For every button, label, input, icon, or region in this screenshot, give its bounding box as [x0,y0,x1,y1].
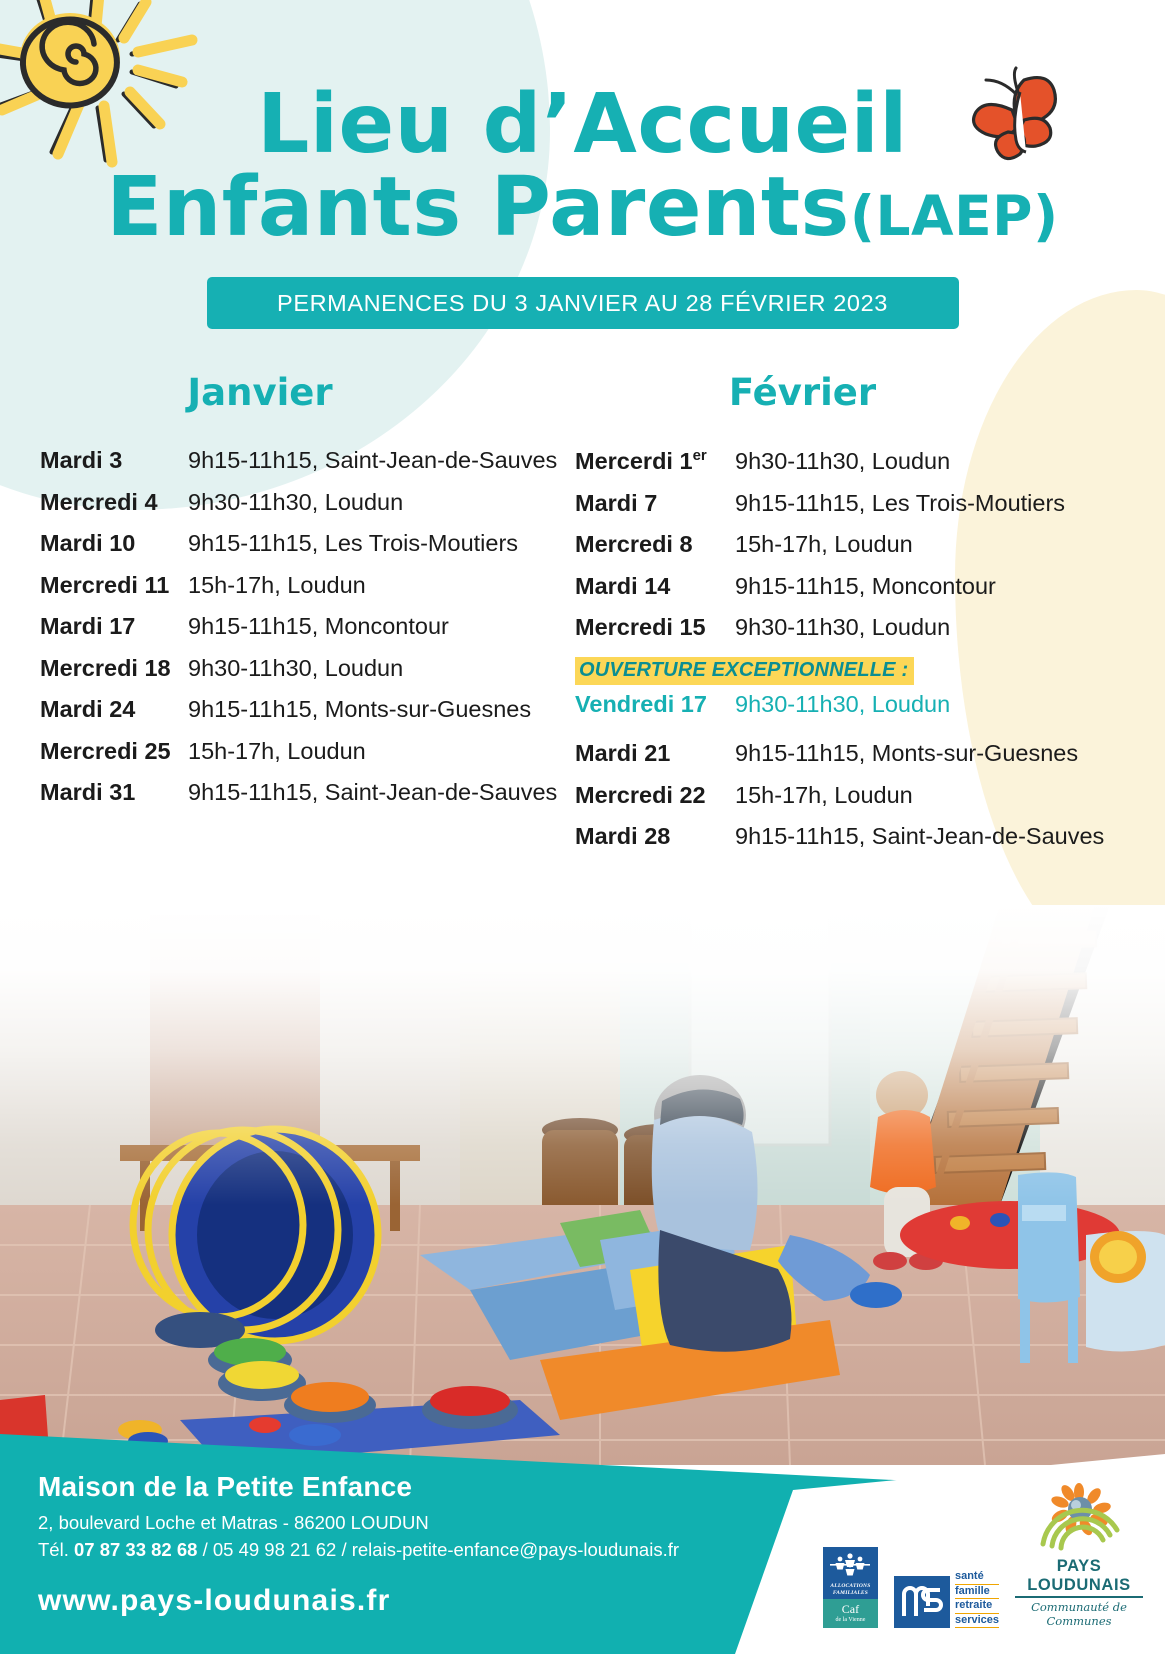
schedule-day: Mardi 10 [40,530,136,557]
msa-tagline: services [955,1614,999,1628]
schedule-day: Mercredi 8 [575,531,693,558]
footer-website[interactable]: www.pays-loudunais.fr [38,1584,391,1617]
schedule-column-january [0,371,560,864]
msa-logo [894,1570,999,1628]
poster-header [0,0,1165,255]
schedule-detail: 15h-17h, Loudun [188,737,366,764]
footer-email[interactable]: relais-petite-enfance@pays-loudunais.fr [351,1539,680,1560]
pays-loudunais-logo [1015,1482,1143,1628]
schedule-detail: 15h-17h, Loudun [735,781,913,808]
schedule-row [575,573,1160,600]
schedule-row [40,655,560,682]
schedule-day: Mardi 17 [40,613,136,640]
footer-address: 2, boulevard Loche et Matras - 86200 LOUDUN [38,1512,429,1533]
schedule-day-text: Mercerdi 1 [575,448,693,475]
schedule-detail: 9h15-11h15, Saint-Jean-de-Sauves [735,823,1105,850]
schedule-row [40,738,560,765]
schedule-row [40,530,560,557]
schedule-day: Mercredi 4 [40,488,158,515]
footer-phone-2: 05 49 98 21 62 [212,1539,337,1560]
msa-taglines [955,1570,999,1628]
schedule-detail: 15h-17h, Loudun [188,571,366,598]
schedule-day: Mardi 28 [575,823,671,850]
schedule-day: Mercredi 18 [40,654,171,681]
title-line-2-text: Enfants Parents [106,159,850,255]
partner-logos [823,1482,1143,1628]
msa-tagline: famille [955,1585,999,1599]
caf-logo-bottom [823,1599,878,1628]
caf-family-icon [827,1552,873,1578]
month-title-february: Février [728,371,877,415]
schedule-row [40,572,560,599]
schedule-day: Mardi 24 [40,696,136,723]
schedule-detail: 9h30-11h30, Loudun [188,654,404,681]
schedule-detail: 9h30-11h30, Loudun [735,614,951,641]
schedule-day: Mardi 21 [575,740,671,767]
footer-tel-prefix: Tél. [38,1539,74,1560]
schedule-day: Mercredi 25 [40,737,171,764]
schedule-row [40,779,560,806]
schedule-row [40,447,560,474]
photo-top-fade [0,905,1165,1205]
schedule-detail: 9h30-11h30, Loudun [735,448,951,475]
schedule-day: Mardi 14 [575,572,671,599]
pays-loudunais-wordmark: PAYS LOUDUNAIS [1015,1557,1143,1598]
schedule-day: Mardi 3 [40,447,123,474]
footer-organisation-name: Maison de la Petite Enfance [38,1471,413,1502]
schedule-column-february [560,371,1160,864]
exceptional-opening-block [575,657,1160,718]
caf-region: de la Vienne [835,1617,866,1623]
msa-tagline: santé [955,1570,999,1584]
title-acronym: (LAEP) [849,183,1059,248]
footer [0,1384,1165,1654]
schedule-row [575,447,1160,475]
schedule-row [40,489,560,516]
caf-logo-top [823,1547,878,1599]
playroom-photo [0,905,1165,1465]
msa-tagline: retraite [955,1599,999,1613]
schedule-row [575,782,1160,809]
schedule-row-exceptional [575,691,1160,718]
schedule-detail: 9h15-11h15, Les Trois-Moutiers [735,489,1066,516]
schedule-day: Mercredi 11 [40,571,170,598]
schedule-detail: 9h30-11h30, Loudun [735,691,951,718]
footer-phone-1: 07 87 33 82 68 [73,1539,198,1560]
month-title-january: Janvier [187,371,333,415]
schedule-detail: 9h15-11h15, Monts-sur-Guesnes [188,696,532,723]
schedule-detail: 15h-17h, Loudun [735,531,913,558]
title-line-1: Lieu d’Accueil [257,77,908,172]
title-line-2 [0,159,1165,255]
caf-logo [823,1547,878,1628]
exceptional-opening-label: OUVERTURE EXCEPTIONNELLE : [575,657,914,685]
schedule-row [40,613,560,640]
schedule-row [575,740,1160,767]
schedule-detail: 9h15-11h15, Les Trois-Moutiers [188,530,519,557]
footer-contact-line [38,1539,679,1561]
schedule-day: Mardi 7 [575,489,658,516]
schedule [0,371,1165,864]
permanences-banner [207,277,959,329]
schedule-detail: 9h15-11h15, Moncontour [735,572,996,599]
schedule-day: Mercredi 15 [575,614,706,641]
schedule-row [575,531,1160,558]
msa-monogram-icon [900,1584,944,1620]
schedule-row [575,614,1160,641]
schedule-detail: 9h15-11h15, Moncontour [188,613,449,640]
schedule-row [575,490,1160,517]
schedule-day: Mercredi 22 [575,781,706,808]
schedule-day: Vendredi 17 [575,691,707,718]
schedule-detail: 9h15-11h15, Monts-sur-Guesnes [735,740,1079,767]
footer-contact-block [38,1471,679,1618]
footer-email-separator: / [336,1539,352,1560]
caf-allocations-text: ALLOCATIONS [830,1583,871,1590]
schedule-detail: 9h15-11h15, Saint-Jean-de-Sauves [188,779,558,806]
schedule-day: Mardi 31 [40,779,136,806]
schedule-detail: 9h15-11h15, Saint-Jean-de-Sauves [188,447,558,474]
pays-loudunais-tagline: Communauté de Communes [1031,1600,1127,1628]
schedule-row [40,696,560,723]
schedule-day-ordinal: er [692,447,707,465]
caf-familiales-text: FAMILIALES [832,1589,869,1596]
schedule-row [575,823,1160,850]
permanences-banner-text: PERMANENCES DU 3 JANVIER AU 28 FÉVRIER 2023 [277,289,888,316]
caf-word: Caf [841,1602,860,1616]
msa-mark [894,1576,950,1628]
schedule-detail: 9h30-11h30, Loudun [188,488,404,515]
pays-loudunais-emblem-icon [1023,1482,1135,1552]
schedule-day [575,447,735,475]
footer-phone-separator: / [197,1539,213,1560]
